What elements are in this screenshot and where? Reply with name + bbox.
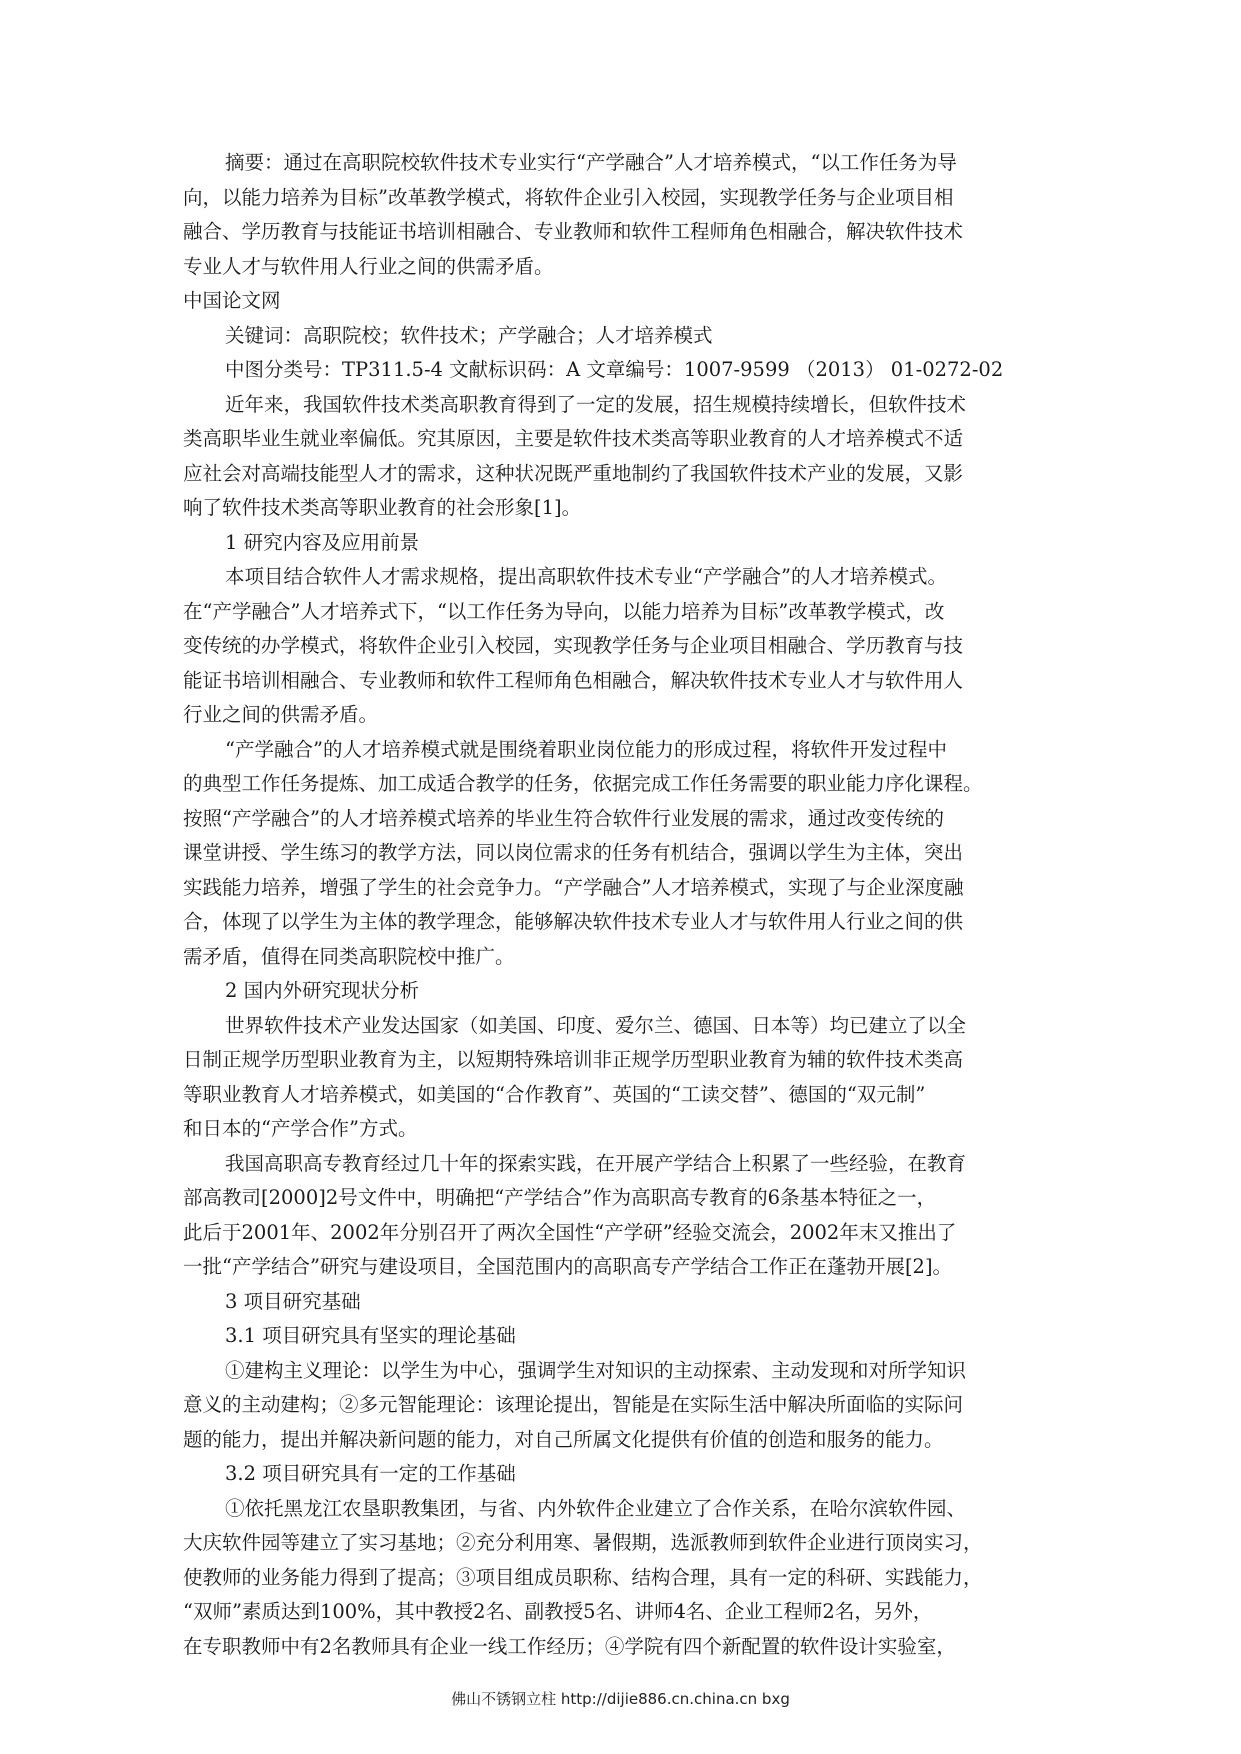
text-line: 融合、学历教育与技能证书培训相融合、专业教师和软件工程师角色相融合，解决软件技术 bbox=[183, 220, 964, 243]
text-line: 本项目结合软件人才需求规格，提出高职软件技术专业“产学融合”的人才培养模式。 bbox=[225, 565, 947, 588]
text-line: 日制正规学历型职业教育为主，以短期特殊培训非正规学历型职业教育为辅的软件技术类高 bbox=[183, 1048, 964, 1071]
text-line: 响了软件技术类高等职业教育的社会形象[1]。 bbox=[183, 496, 582, 519]
text-line: 行业之间的供需矛盾。 bbox=[183, 703, 379, 726]
text-line: 应社会对高端技能型人才的需求，这种状况既严重地制约了我国软件技术产业的发展，又影 bbox=[183, 461, 964, 485]
section-heading: 1 研究内容及应用前景 bbox=[225, 530, 420, 554]
text-line: 按照“产学融合”的人才培养模式培养的毕业生符合软件行业发展的需求，通过改变传统的 bbox=[183, 806, 944, 830]
section-heading: 3 项目研究基础 bbox=[225, 1289, 361, 1313]
text-line: 摘要：通过在高职院校软件技术专业实行“产学融合”人才培养模式，“以工作任务为导 bbox=[225, 151, 957, 174]
text-line: 的典型工作任务提炼、加工成适合教学的任务，依据完成工作任务需要的职业能力序化课程。 bbox=[183, 772, 983, 795]
text-line: 在“产学融合”人才培养式下，“以工作任务为导向，以能力培养为目标”改革教学模式，改 bbox=[183, 599, 945, 623]
text-line: 使教师的业务能力得到了提高；③项目组成员职称、结构合理，具有一定的科研、实践能力， bbox=[183, 1565, 983, 1589]
text-line: 题的能力，提出并解决新问题的能力，对自己所属文化提供有价值的创造和服务的能力。 bbox=[183, 1427, 944, 1451]
classification-line: 中图分类号：TP311.5-4 文献标识码：A 文章编号：1007-9599 （2013） 01-0272-02 bbox=[225, 358, 1004, 381]
text-line: 变传统的办学模式，将软件企业引入校园，实现教学任务与企业项目相融合、学历教育与技 bbox=[183, 634, 964, 657]
text-line: 专业人才与软件用人行业之间的供需矛盾。 bbox=[183, 254, 554, 278]
text-line: “产学融合”的人才培养模式就是围绕着职业岗位能力的形成过程，将软件开发过程中 bbox=[225, 737, 947, 761]
text-line: 合，体现了以学生为主体的教学理念，能够解决软件技术专业人才与软件用人行业之间的供 bbox=[183, 910, 964, 933]
text-line: 课堂讲授、学生练习的教学方法，同以岗位需求的任务有机结合，强调以学生为主体，突出 bbox=[183, 841, 964, 864]
text-line: “双师”素质达到100%，其中教授2名、副教授5名、讲师4名、企业工程师2名，另外， bbox=[183, 1600, 933, 1623]
text-line: 向，以能力培养为目标”改革教学模式，将软件企业引入校园，实现教学任务与企业项目相 bbox=[183, 185, 954, 209]
subsection-heading: 3.2 项目研究具有一定的工作基础 bbox=[225, 1462, 516, 1485]
text-line: 能证书培训相融合、专业教师和软件工程师角色相融合，解决软件技术专业人才与软件用人 bbox=[183, 668, 964, 692]
text-line: 和日本的“产学合作”方式。 bbox=[183, 1117, 418, 1140]
text-line: 等职业教育人才培养模式，如美国的“合作教育”、英国的“工读交替”、德国的“双元制” bbox=[183, 1082, 926, 1106]
page-footer: 佛山不锈钢立柱 http://dijie886.cn.china.cn bxg bbox=[451, 1690, 790, 1708]
text-line: 大庆软件园等建立了实习基地；②充分利用寒、暑假期，选派教师到软件企业进行顶岗实习， bbox=[183, 1531, 983, 1554]
text-line: 类高职毕业生就业率偏低。究其原因，主要是软件技术类高等职业教育的人才培养模式不适 bbox=[183, 427, 964, 450]
text-line: 近年来，我国软件技术类高职教育得到了一定的发展，招生规模持续增长，但软件技术 bbox=[225, 392, 967, 416]
text-line: 此后于2001年、2002年分别召开了两次全国性“产学研”经验交流会，2002年末又推出了 bbox=[183, 1220, 957, 1244]
text-line: 一批“产学结合”研究与建设项目，全国范围内的高职高专产学结合工作正在蓬勃开展[2]。 bbox=[183, 1255, 953, 1278]
text-line: 意义的主动建构；②多元智能理论：该理论提出，智能是在实际生活中解决所面临的实际问 bbox=[183, 1393, 964, 1416]
text-line: ①建构主义理论：以学生为中心，强调学生对知识的主动探索、主动发现和对所学知识 bbox=[225, 1358, 967, 1382]
section-heading: 2 国内外研究现状分析 bbox=[225, 979, 420, 1002]
text-line: ①依托黑龙江农垦职教集团，与省、内外软件企业建立了合作关系，在哈尔滨软件园、 bbox=[225, 1496, 967, 1520]
text-line: 实践能力培养，增强了学生的社会竞争力。“产学融合”人才培养模式，实现了与企业深度融 bbox=[183, 875, 964, 899]
text-line: 世界软件技术产业发达国家（如美国、印度、爱尔兰、德国、日本等）均已建立了以全 bbox=[225, 1013, 967, 1037]
text-line: 需矛盾，值得在同类高职院校中推广。 bbox=[183, 944, 515, 968]
text-line: 在专职教师中有2名教师具有企业一线工作经历；④学院有四个新配置的软件设计实验室， bbox=[183, 1634, 956, 1658]
subsection-heading: 3.1 项目研究具有坚实的理论基础 bbox=[225, 1324, 516, 1347]
article-body bbox=[183, 146, 1056, 1664]
source-label: 中国论文网 bbox=[183, 289, 281, 312]
text-line: 我国高职高专教育经过几十年的探索实践，在开展产学结合上积累了一些经验，在教育 bbox=[225, 1151, 967, 1175]
keywords-line: 关键词：高职院校；软件技术；产学融合；人才培养模式 bbox=[225, 323, 713, 347]
text-line: 部高教司[2000]2号文件中，明确把“产学结合”作为高职高专教育的6条基本特征之一， bbox=[183, 1186, 937, 1209]
